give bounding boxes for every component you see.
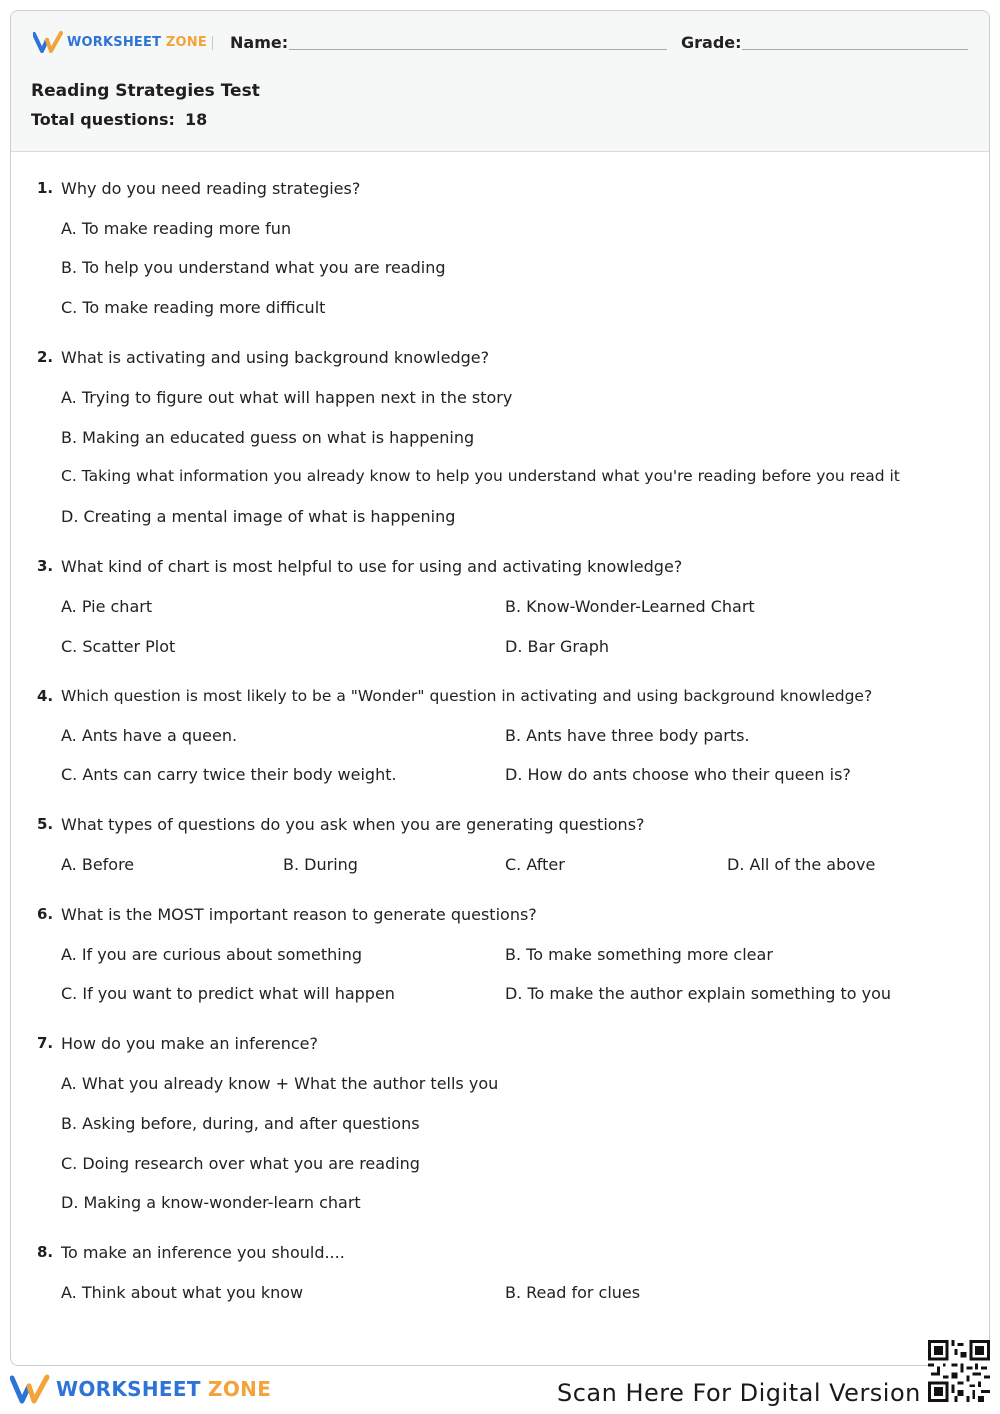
answer-option[interactable]: A. Pie chart: [61, 597, 153, 616]
worksheetzone-logo-icon: [10, 1374, 50, 1404]
answer-option[interactable]: B. Asking before, during, and after questions: [61, 1114, 420, 1133]
grade-field-line[interactable]: [742, 49, 968, 50]
answer-option[interactable]: D. Bar Graph: [505, 637, 610, 656]
answer-option[interactable]: C. Taking what information you already know to help you understand what you're reading before you read it: [61, 467, 900, 485]
answer-option[interactable]: B. During: [283, 855, 358, 874]
question-text: Which question is most likely to be a "Wonder" question in activating and using background knowledge?: [61, 687, 873, 705]
question-number: 1.: [37, 179, 54, 197]
question-number: 3.: [37, 557, 54, 575]
question-number: 8.: [37, 1243, 54, 1261]
worksheetzone-logo-icon: [33, 31, 63, 53]
answer-option[interactable]: B. Know-Wonder-Learned Chart: [505, 597, 755, 616]
question-text: What types of questions do you ask when you are generating questions?: [61, 815, 645, 834]
answer-option[interactable]: A. To make reading more fun: [61, 219, 292, 238]
brand-wordmark: [67, 35, 207, 50]
answer-option[interactable]: B. Making an educated guess on what is happening: [61, 428, 475, 447]
question-text: How do you make an inference?: [61, 1034, 318, 1053]
name-field-line[interactable]: [289, 49, 667, 50]
question-number: 5.: [37, 815, 54, 833]
header-separator: [212, 36, 213, 50]
total-questions-label: Total questions:: [31, 110, 175, 129]
worksheet-title: Reading Strategies Test: [31, 81, 260, 101]
question-number: 4.: [37, 687, 54, 705]
answer-option[interactable]: A. Before: [61, 855, 135, 874]
answer-option[interactable]: C. After: [505, 855, 565, 874]
answer-option[interactable]: B. To help you understand what you are reading: [61, 258, 446, 277]
answer-option[interactable]: C. If you want to predict what will happen: [61, 984, 395, 1003]
brand-logo-large: [10, 1374, 271, 1404]
question-number: 6.: [37, 905, 54, 923]
answer-option[interactable]: C. Scatter Plot: [61, 637, 176, 656]
brand-word-2: ZONE: [208, 1377, 272, 1401]
answer-option[interactable]: A. What you already know + What the author tells you: [61, 1074, 499, 1093]
brand-word-1: WORKSHEET: [56, 1377, 201, 1401]
brand-wordmark: [56, 1377, 271, 1401]
answer-option[interactable]: C. To make reading more difficult: [61, 298, 326, 317]
question-text: To make an inference you should....: [61, 1243, 345, 1262]
answer-option[interactable]: A. Think about what you know: [61, 1283, 304, 1302]
worksheet-header: [11, 11, 989, 152]
answer-option[interactable]: B. Read for clues: [505, 1283, 641, 1302]
answer-option[interactable]: D. Creating a mental image of what is happening: [61, 507, 456, 526]
brand-logo-small: [33, 31, 207, 53]
total-questions: [31, 110, 207, 129]
scan-prompt: Scan Here For Digital Version: [557, 1379, 921, 1407]
name-label: Name:: [230, 33, 289, 52]
qr-code-icon[interactable]: [928, 1340, 990, 1402]
brand-word-1: WORKSHEET: [67, 34, 162, 50]
question-number: 2.: [37, 348, 54, 366]
answer-option[interactable]: D. All of the above: [727, 855, 876, 874]
answer-option[interactable]: B. Ants have three body parts.: [505, 726, 750, 745]
answer-option[interactable]: D. How do ants choose who their queen is?: [505, 765, 851, 784]
answer-option[interactable]: D. Making a know-wonder-learn chart: [61, 1193, 361, 1212]
answer-option[interactable]: D. To make the author explain something to you: [505, 984, 892, 1003]
brand-word-2: ZONE: [165, 34, 207, 50]
question-number: 7.: [37, 1034, 54, 1052]
question-text: What is activating and using background knowledge?: [61, 348, 490, 367]
page-footer: [0, 1366, 1000, 1414]
question-text: Why do you need reading strategies?: [61, 179, 361, 198]
grade-label: Grade:: [681, 33, 742, 52]
answer-option[interactable]: C. Doing research over what you are reading: [61, 1154, 420, 1173]
answer-option[interactable]: A. If you are curious about something: [61, 945, 362, 964]
answer-option[interactable]: B. To make something more clear: [505, 945, 773, 964]
answer-option[interactable]: C. Ants can carry twice their body weight.: [61, 765, 397, 784]
answer-option[interactable]: A. Ants have a queen.: [61, 726, 238, 745]
question-text: What is the MOST important reason to generate questions?: [61, 905, 537, 924]
question-text: What kind of chart is most helpful to use for using and activating knowledge?: [61, 557, 683, 576]
worksheet-page: [10, 10, 990, 1366]
answer-option[interactable]: A. Trying to figure out what will happen next in the story: [61, 388, 513, 407]
total-questions-value: 18: [184, 110, 208, 129]
